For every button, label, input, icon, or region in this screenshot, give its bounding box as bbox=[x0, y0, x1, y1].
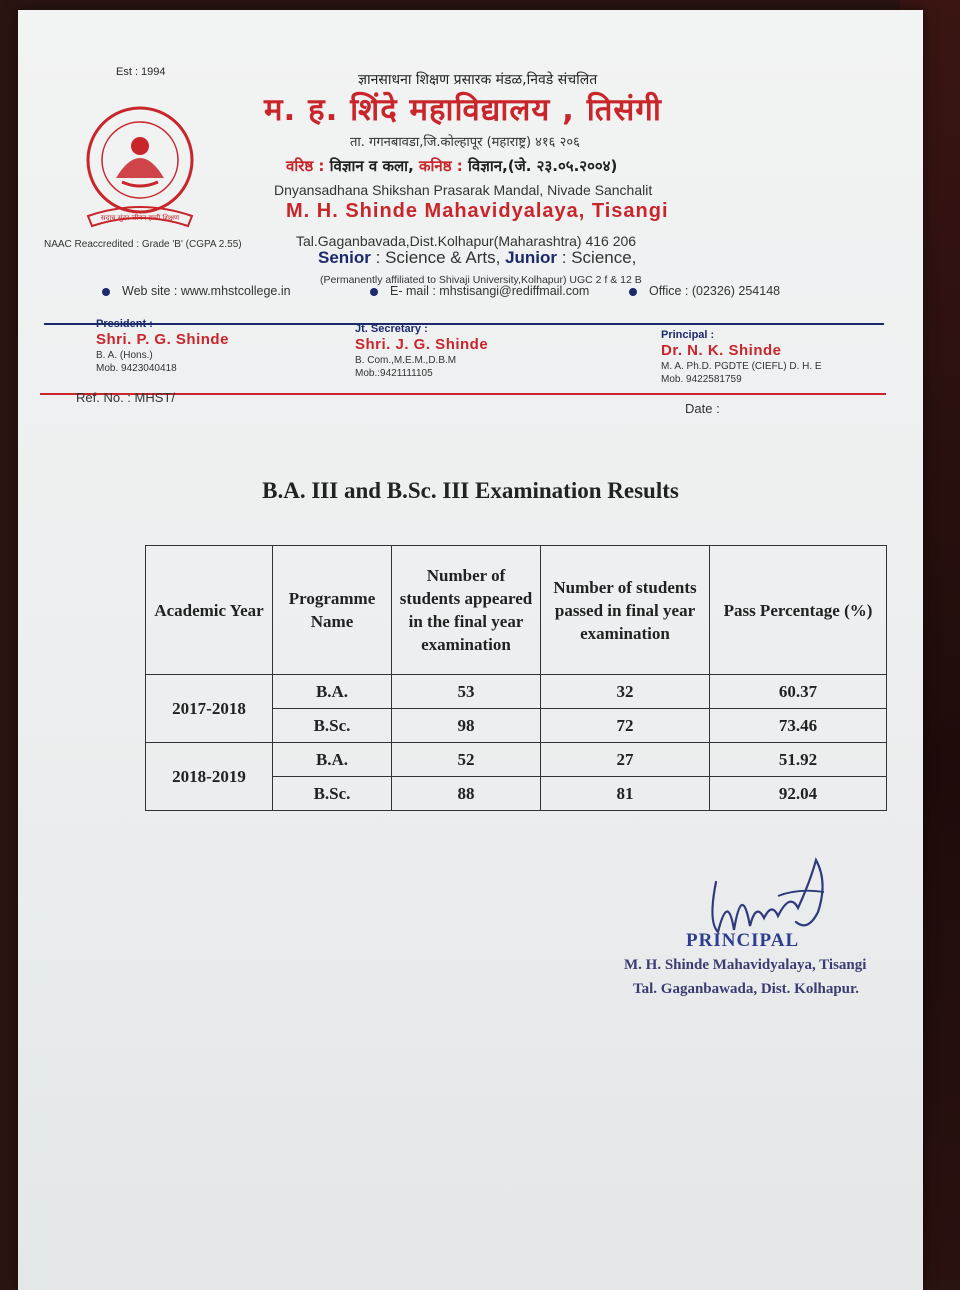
naac-grade: NAAC Reaccredited : Grade 'B' (CGPA 2.55) bbox=[44, 239, 242, 250]
website-item bbox=[102, 284, 291, 298]
table-row bbox=[146, 743, 887, 777]
cell-appeared: 53 bbox=[392, 675, 541, 709]
streams: Senior : Science & Arts, Junior : Science, bbox=[318, 248, 637, 267]
cell-percentage: 92.04 bbox=[710, 777, 887, 811]
letterhead-page bbox=[18, 10, 923, 1290]
cell-appeared: 98 bbox=[392, 709, 541, 743]
stamp-line-2: Tal. Gaganbawada, Dist. Kolhapur. bbox=[633, 981, 860, 997]
cell-programme: B.Sc. bbox=[273, 709, 392, 743]
cell-percentage: 60.37 bbox=[710, 675, 887, 709]
cell-programme: B.A. bbox=[273, 675, 392, 709]
bullet-icon bbox=[629, 288, 637, 296]
cell-passed: 72 bbox=[541, 709, 710, 743]
table-header-row bbox=[146, 546, 887, 675]
header-passed: Number of students passed in final year examination bbox=[541, 546, 710, 675]
table-row bbox=[146, 675, 887, 709]
college-address: Tal.Gaganbavada,Dist.Kolhapur(Maharashtra) 416 206 bbox=[296, 233, 637, 249]
streams-marathi: वरिष्ठ : विज्ञान व कला, कनिष्ठ : विज्ञान,(जे. २३.०५.२००४) bbox=[286, 157, 618, 175]
cell-programme: B.A. bbox=[273, 743, 392, 777]
society-name: Dnyansadhana Shikshan Prasarak Mandal, Nivade Sanchalit bbox=[274, 182, 653, 198]
college-name: M. H. Shinde Mahavidyalaya, Tisangi bbox=[286, 200, 669, 222]
officer-president: President : Shri. P. G. Shinde B. A. (Hons.) Mob. 9423040418 bbox=[96, 318, 229, 374]
website: Web site : www.mhstcollege.in bbox=[122, 284, 291, 298]
address-marathi: ता. गगनबावडा,जि.कोल्हापूर (महाराष्ट्र) ४१६ २०६ bbox=[350, 135, 580, 150]
contact-row bbox=[102, 284, 902, 306]
logo-motto: सदाच सुंदर जीवन हाची शिक्षण bbox=[100, 214, 180, 222]
cell-passed: 27 bbox=[541, 743, 710, 777]
document-title: B.A. III and B.Sc. III Examination Results bbox=[262, 478, 679, 503]
office-item bbox=[629, 284, 780, 298]
cell-percentage: 51.92 bbox=[710, 743, 887, 777]
email-item bbox=[370, 284, 589, 298]
college-name-marathi: म. ह. शिंदे महाविद्यालय , तिसंगी bbox=[264, 92, 662, 128]
header-academic-year: Academic Year bbox=[146, 546, 273, 675]
officer-principal: Principal : Dr. N. K. Shinde M. A. Ph.D. PGDTE (CIEFL) D. H. E Mob. 9422581759 bbox=[661, 329, 822, 385]
cell-appeared: 52 bbox=[392, 743, 541, 777]
header-appeared: Number of students appeared in the final year examination bbox=[392, 546, 541, 675]
officer-secretary: Jt. Secretary : Shri. J. G. Shinde B. Com.,M.E.M.,D.B.M Mob.:9421111105 bbox=[355, 323, 489, 379]
office-phone: Office : (02326) 254148 bbox=[649, 284, 781, 298]
results-table bbox=[145, 545, 887, 811]
bullet-icon bbox=[370, 288, 378, 296]
email: E- mail : mhstisangi@rediffmail.com bbox=[390, 284, 590, 298]
society-name-marathi: ज्ञानसाधना शिक्षण प्रसारक मंडळ,निवडे संचलित bbox=[358, 72, 598, 88]
cell-appeared: 88 bbox=[392, 777, 541, 811]
date-label: Date : bbox=[685, 401, 720, 416]
header-programme: Programme Name bbox=[273, 546, 392, 675]
cell-year: 2018-2019 bbox=[146, 743, 273, 811]
bullet-icon bbox=[102, 288, 110, 296]
stamp-line-1: M. H. Shinde Mahavidyalaya, Tisangi bbox=[624, 957, 867, 973]
signature-title: PRINCIPAL bbox=[686, 930, 800, 951]
cell-passed: 32 bbox=[541, 675, 710, 709]
reference-number: Ref. No. : MHST/ bbox=[76, 390, 175, 405]
header-pass-percentage: Pass Percentage (%) bbox=[710, 546, 887, 675]
affiliation: (Permanently affiliated to Shivaji University,Kolhapur) UGC 2 f & 12 B bbox=[320, 274, 642, 286]
cell-year: 2017-2018 bbox=[146, 675, 273, 743]
cell-programme: B.Sc. bbox=[273, 777, 392, 811]
established-year: Est : 1994 bbox=[116, 66, 166, 78]
cell-percentage: 73.46 bbox=[710, 709, 887, 743]
cell-passed: 81 bbox=[541, 777, 710, 811]
college-seal-logo bbox=[70, 98, 210, 238]
